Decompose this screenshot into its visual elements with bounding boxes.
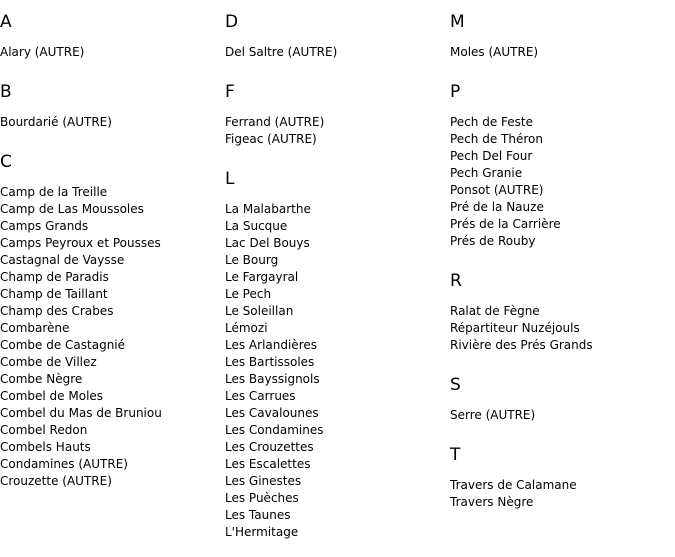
place-link[interactable]: Le Bourg [225, 253, 279, 267]
place-list [0, 102, 220, 131]
place-link[interactable]: Camps Grands [0, 219, 89, 233]
place-link[interactable]: Les Puèches [225, 491, 299, 505]
place-link[interactable]: Rivière des Prés Grands [450, 338, 593, 352]
place-link[interactable]: Pré de la Nauze [450, 200, 544, 214]
index-section [225, 0, 445, 61]
place-link[interactable]: Pech Del Four [450, 149, 533, 163]
index-section [225, 148, 445, 541]
place-link[interactable]: Bourdarié (AUTRE) [0, 115, 112, 129]
section-letter-heading: P [450, 82, 461, 102]
place-list [0, 172, 220, 490]
place-link[interactable]: Combel du Mas de Bruniou [0, 406, 162, 420]
place-link[interactable]: Ralat de Fègne [450, 304, 540, 318]
place-link[interactable]: Figeac (AUTRE) [225, 132, 317, 146]
place-link[interactable]: Prés de Rouby [450, 234, 536, 248]
place-link[interactable]: Castagnal de Vaysse [0, 253, 125, 267]
place-link[interactable]: Les Cavalounes [225, 406, 319, 420]
place-link[interactable]: Crouzette (AUTRE) [0, 474, 112, 488]
place-link[interactable]: Les Ginestes [225, 474, 302, 488]
place-list [450, 395, 670, 424]
place-link[interactable]: Pech de Théron [450, 132, 543, 146]
section-letter-heading: D [225, 12, 239, 32]
place-link[interactable]: Répartiteur Nuzéjouls [450, 321, 580, 335]
place-link[interactable]: Combe de Villez [0, 355, 97, 369]
index-column-1 [0, 0, 220, 490]
index-column-2 [225, 0, 445, 541]
place-link[interactable]: Pech Granie [450, 166, 523, 180]
place-link[interactable]: Camps Peyroux et Pousses [0, 236, 161, 250]
section-letter-heading: S [450, 375, 461, 395]
place-link[interactable]: Camp de la Treille [0, 185, 108, 199]
index-column-3 [450, 0, 670, 511]
place-link[interactable]: Les Escalettes [225, 457, 311, 471]
place-list [225, 102, 445, 148]
index-section [450, 0, 670, 61]
index-section [0, 0, 220, 61]
place-link[interactable]: Lac Del Bouys [225, 236, 310, 250]
place-link[interactable]: Prés de la Carrière [450, 217, 561, 231]
place-link[interactable]: Combels Hauts [0, 440, 91, 454]
section-letter-heading: L [225, 169, 235, 189]
index-section [225, 61, 445, 148]
section-letter-heading: B [0, 82, 12, 102]
place-link[interactable]: Champ de Taillant [0, 287, 108, 301]
place-link[interactable]: Les Condamines [225, 423, 324, 437]
section-letter-heading: T [450, 445, 461, 465]
place-link[interactable]: Ponsot (AUTRE) [450, 183, 544, 197]
place-link[interactable]: La Sucque [225, 219, 288, 233]
place-link[interactable]: Les Bayssignols [225, 372, 320, 386]
index-section [0, 131, 220, 490]
index-section [0, 61, 220, 131]
place-list [450, 32, 670, 61]
place-link[interactable]: Pech de Feste [450, 115, 533, 129]
place-link[interactable]: Les Carrues [225, 389, 296, 403]
place-list [450, 465, 670, 511]
place-list [450, 102, 670, 250]
place-link[interactable]: Travers de Calamane [450, 478, 577, 492]
place-link[interactable]: Serre (AUTRE) [450, 408, 536, 422]
place-link[interactable]: Les Taunes [225, 508, 291, 522]
place-list [225, 32, 445, 61]
index-section [450, 424, 670, 511]
place-link[interactable]: Le Fargayral [225, 270, 299, 284]
place-link[interactable]: Le Soleillan [225, 304, 294, 318]
place-link[interactable]: Del Saltre (AUTRE) [225, 45, 338, 59]
place-link[interactable]: Combe de Castagnié [0, 338, 126, 352]
place-link[interactable]: Combarène [0, 321, 70, 335]
place-list [0, 32, 220, 61]
place-link[interactable]: Le Pech [225, 287, 272, 301]
place-link[interactable]: Moles (AUTRE) [450, 45, 539, 59]
place-link[interactable]: Combel de Moles [0, 389, 104, 403]
section-letter-heading: F [225, 82, 235, 102]
section-letter-heading: C [0, 152, 12, 172]
section-letter-heading: M [450, 12, 465, 32]
place-list [450, 291, 670, 354]
index-section [450, 354, 670, 424]
section-letter-heading: A [0, 12, 12, 32]
index-section [450, 61, 670, 250]
place-list [225, 189, 445, 541]
place-link[interactable]: Les Bartissoles [225, 355, 315, 369]
place-link[interactable]: Ferrand (AUTRE) [225, 115, 325, 129]
index-section [450, 250, 670, 354]
place-link[interactable]: Les Arlandières [225, 338, 317, 352]
place-link[interactable]: Les Crouzettes [225, 440, 314, 454]
place-link[interactable]: Camp de Las Moussoles [0, 202, 144, 216]
place-link[interactable]: L'Hermitage [225, 525, 299, 539]
place-link[interactable]: Combel Redon [0, 423, 88, 437]
place-link[interactable]: Combe Nègre [0, 372, 83, 386]
place-link[interactable]: Alary (AUTRE) [0, 45, 85, 59]
place-link[interactable]: Condamines (AUTRE) [0, 457, 128, 471]
place-link[interactable]: Lémozi [225, 321, 268, 335]
place-link[interactable]: Champ de Paradis [0, 270, 109, 284]
place-link[interactable]: La Malabarthe [225, 202, 311, 216]
section-letter-heading: R [450, 271, 462, 291]
place-link[interactable]: Travers Nègre [450, 495, 534, 509]
place-link[interactable]: Champ des Crabes [0, 304, 114, 318]
